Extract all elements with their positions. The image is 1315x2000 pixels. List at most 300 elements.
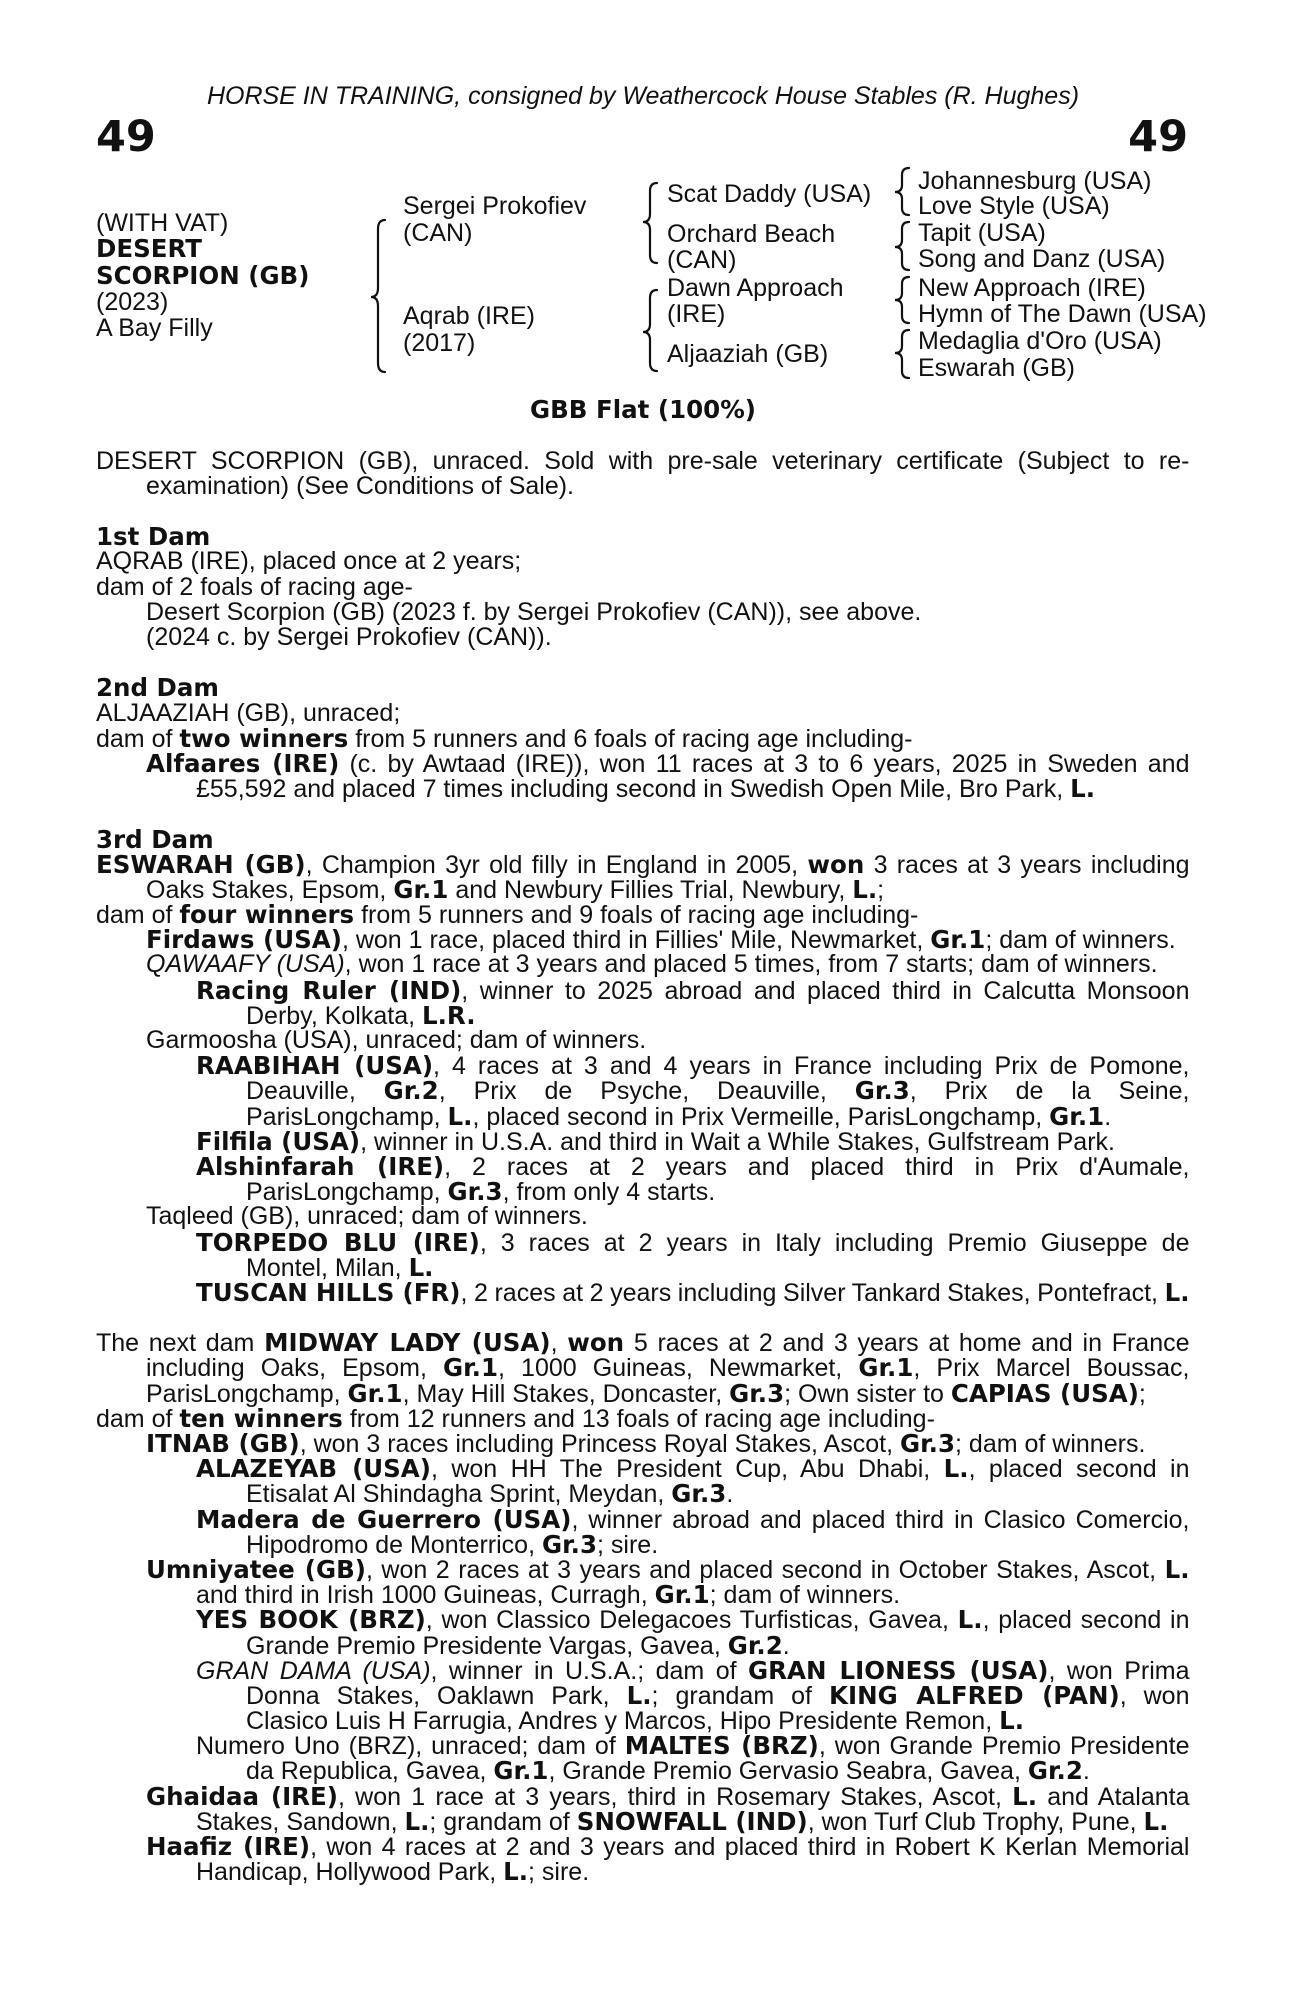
- highlight-text: four winners: [179, 900, 355, 930]
- pedigree-entry: [0, 1554, 1315, 1610]
- section-heading-text: 2nd Dam: [96, 673, 219, 703]
- text-run: ,: [550, 1329, 568, 1358]
- text-run: Desert Scorpion (GB) (2023 f. by Sergei Prokofiev (CAN)), see above.: [146, 597, 922, 626]
- text-run: examination) (See Conditions of Sale).: [146, 471, 575, 500]
- line-content: [196, 776, 1095, 802]
- sire-sire-name: Scat Daddy (USA): [667, 180, 872, 208]
- race-grade: Gr.1: [393, 874, 449, 904]
- pedigree-entry: [0, 1403, 1315, 1433]
- text-line: [0, 1706, 1190, 1736]
- text-run: and third in Irish 1000 Guineas, Curragh,: [196, 1581, 655, 1610]
- text-run: £55,592 and placed 7 times including second in Swedish Open Mile, Bro Park,: [196, 775, 1071, 804]
- text-run: , Champion 3yr old filly in England in 2005,: [305, 850, 808, 879]
- line-content: [246, 1078, 1190, 1104]
- text-line: [0, 1227, 1190, 1257]
- text-line: [0, 1204, 1190, 1229]
- line-content: [196, 1151, 1190, 1181]
- race-grade: Gr.3: [899, 1429, 956, 1459]
- race-grade: Gr.1: [442, 1353, 499, 1383]
- text-line: [0, 1529, 1190, 1559]
- text-run: .: [726, 1480, 734, 1509]
- text-run: Grande Premio Presidente Vargas, Gavea,: [246, 1631, 728, 1660]
- text-line: [0, 874, 1190, 904]
- text-line: [0, 1252, 1190, 1282]
- line-content: [246, 1630, 790, 1660]
- text-line: [0, 1479, 1190, 1509]
- text-line: [0, 549, 1190, 574]
- text-run: dam of: [96, 1404, 180, 1433]
- text-run: Deauville,: [246, 1077, 384, 1106]
- pedigree-section: [0, 499, 1315, 650]
- text-run: , winner abroad and placed third in Clasico Comercio,: [571, 1505, 1190, 1534]
- text-run: Donna Stakes, Oaklawn Park,: [246, 1681, 627, 1710]
- pedigree-entry: [0, 446, 1315, 500]
- horse-name: Racing Ruler (IND): [196, 975, 462, 1005]
- text-run: , Prix Marcel Boussac,: [913, 1354, 1190, 1383]
- pedigree-section: [0, 446, 1315, 500]
- text-run: , won: [1119, 1681, 1190, 1710]
- highlight-text: ten winners: [179, 1403, 343, 1433]
- pedigree-entry: [0, 723, 1315, 753]
- line-content: [96, 446, 1190, 475]
- text-line: [0, 1554, 1190, 1584]
- pedigree-entry: [0, 1504, 1315, 1559]
- text-run: dam of: [96, 724, 180, 753]
- text-line: [0, 849, 1190, 879]
- text-line: [0, 1630, 1190, 1660]
- text-line: [0, 1857, 1190, 1887]
- text-run: AQRAB (IRE), placed once at 2 years;: [96, 547, 522, 576]
- horse-name: TORPEDO BLU (IRE): [196, 1227, 480, 1257]
- pedigree-entry: [0, 1028, 1315, 1053]
- pedigree-entry: [0, 1832, 1315, 1887]
- line-content: [196, 1053, 1190, 1079]
- horse-name: RAABIHAH (USA): [196, 1051, 434, 1081]
- subject-description: A Bay Filly: [96, 314, 213, 342]
- text-run: Stakes, Sandown,: [196, 1807, 405, 1836]
- text-line: [0, 1028, 1190, 1053]
- race-grade: L.: [1070, 774, 1096, 804]
- text-run: Montel, Milan,: [246, 1253, 409, 1282]
- text-run: , won 2 races at 3 years and placed second in October Stakes, Ascot,: [365, 1555, 1165, 1584]
- text-line: [0, 1680, 1190, 1710]
- text-line: [0, 1580, 1190, 1610]
- text-line: [0, 1504, 1190, 1534]
- blank-line: [0, 650, 1190, 675]
- line-content: [196, 1504, 1190, 1534]
- text-run: ParisLongchamp,: [246, 1178, 448, 1207]
- great-grandparent-6: Hymn of The Dawn (USA): [918, 300, 1207, 328]
- text-run: , won 1 race at 3 years, third in Rosemary Stakes, Ascot,: [338, 1782, 1013, 1811]
- text-run: ;: [877, 875, 885, 904]
- race-grade: L.: [626, 1680, 652, 1710]
- text-line: [0, 723, 1190, 753]
- horse-name: Filfila (USA): [196, 1126, 361, 1156]
- text-run: DESERT SCORPION (GB), unraced. Sold with pre-sale veterinary certificate (Subject to re-: [96, 446, 1190, 475]
- race-grade: L.: [503, 1857, 529, 1887]
- text-run: ParisLongchamp,: [146, 1379, 348, 1408]
- text-run: 3 races at 3 years including: [864, 850, 1190, 879]
- race-grade: Gr.1: [347, 1378, 403, 1408]
- line-content: [146, 471, 575, 500]
- race-grade: Gr.1: [930, 925, 986, 955]
- text-run: ;: [1138, 1379, 1146, 1408]
- text-run: .: [1082, 1757, 1090, 1786]
- line-content: [146, 952, 1158, 977]
- horse-name: KING ALFRED (PAN): [829, 1680, 1120, 1710]
- subject-horse: [96, 210, 336, 341]
- pedigree-entry: [0, 1277, 1315, 1307]
- race-grade: Gr.1: [1049, 1101, 1105, 1131]
- section-heading-text: 1st Dam: [96, 522, 211, 552]
- pedigree-entry: [0, 849, 1315, 904]
- text-run: Garmoosha (USA), unraced; dam of winners.: [146, 1026, 647, 1055]
- text-line: [0, 1151, 1190, 1181]
- text-run: , won 3 races including Princess Royal Stakes, Ascot,: [299, 1430, 900, 1459]
- text-run: , placed second in Prix Vermeille, ParisLongchamp,: [472, 1102, 1050, 1131]
- text-run: dam of 2 foals of racing age-: [96, 572, 413, 601]
- text-line: [0, 1177, 1190, 1207]
- brace-icon: [895, 277, 909, 323]
- text-run: Etisalat Al Shindagha Sprint, Meydan,: [246, 1480, 672, 1509]
- pedigree-entry: [0, 1781, 1315, 1836]
- text-run: including Oaks, Epsom,: [146, 1354, 443, 1383]
- pedigree-entry: [0, 698, 1315, 727]
- line-content: [146, 625, 552, 650]
- horse-name: MALTES (BRZ): [624, 1731, 819, 1761]
- text-run: (2024 c. by Sergei Prokofiev (CAN)).: [146, 623, 552, 652]
- text-line: [0, 1051, 1190, 1081]
- text-line: [0, 1806, 1190, 1836]
- text-run: , 2 races at 2 years including Silver Tankard Stakes, Pontefract,: [460, 1278, 1165, 1307]
- horse-name: Alfaares (IRE): [146, 748, 340, 778]
- pedigree-entry: [0, 952, 1315, 977]
- text-run: , winner to 2025 abroad and placed third in Calcutta Monsoon: [461, 976, 1190, 1005]
- horse-name: TUSCAN HILLS (FR): [196, 1277, 461, 1307]
- text-run: Oaks Stakes, Epsom,: [146, 875, 394, 904]
- horse-name: YES BOOK (BRZ): [196, 1605, 426, 1635]
- text-line: [0, 952, 1190, 977]
- horse-name: ITNAB (GB): [146, 1429, 300, 1459]
- horse-name: Ghaidaa (IRE): [146, 1781, 338, 1811]
- brace-icon: [371, 220, 385, 372]
- text-run: , won 1 race at 3 years and placed 5 times, from 7 starts; dam of winners.: [344, 950, 1158, 979]
- text-run: from 5 runners and 9 foals of racing age including-: [354, 901, 919, 930]
- text-line: [0, 1731, 1190, 1761]
- dam: [403, 303, 635, 357]
- pedigree-entry: [0, 748, 1315, 804]
- race-grade: Gr.2: [1027, 1756, 1083, 1786]
- text-run: and Newbury Fillies Trial, Newbury,: [448, 875, 853, 904]
- text-run: , Prix de Psyche, Deauville,: [438, 1077, 855, 1106]
- race-grade: Gr.3: [541, 1529, 598, 1559]
- lot-number-left: 49: [96, 112, 156, 162]
- text-run: , 2 races at 2 years and placed third in Prix d'Aumale,: [444, 1152, 1190, 1181]
- line-content: [246, 1680, 1190, 1710]
- pedigree-section: [0, 801, 1315, 1305]
- race-grade: L.: [852, 874, 878, 904]
- horse-name: ESWARAH (GB): [96, 849, 306, 879]
- line-content: [146, 597, 922, 626]
- text-run: , 3 races at 2 years in Italy including Premio Giuseppe de: [479, 1228, 1190, 1257]
- horse-name: Firdaws (USA): [146, 925, 342, 955]
- brace-icon: [895, 222, 909, 270]
- text-run: Derby, Kolkata,: [246, 1001, 423, 1030]
- great-grandparent-4: Song and Danz (USA): [918, 245, 1166, 273]
- text-line: [0, 774, 1190, 804]
- text-line: [0, 1000, 1190, 1030]
- page-header-title: HORSE IN TRAINING, consigned by Weathercock House Stables (R. Hughes): [206, 82, 1080, 110]
- pedigree-entry: [0, 1429, 1315, 1459]
- brace-icon: [895, 168, 909, 215]
- text-line: [0, 748, 1190, 778]
- text-run: , won 4 races at 2 and 3 years and placed third in Robert K Kerlan Memorial: [310, 1833, 1190, 1862]
- text-run: , placed second in: [982, 1606, 1190, 1635]
- text-run: ; dam of winners.: [709, 1581, 901, 1610]
- text-run: ; grandam of: [651, 1681, 829, 1710]
- pedigree-entry: [0, 1330, 1315, 1406]
- text-run: ParisLongchamp,: [246, 1102, 448, 1131]
- dam-sire-name: Dawn Approach (IRE): [667, 274, 844, 328]
- text-run: , from only 4 starts.: [502, 1178, 716, 1207]
- line-content: [96, 698, 401, 727]
- race-grade: L.: [943, 1454, 969, 1484]
- race-grade: Gr.2: [727, 1630, 783, 1660]
- text-line: [0, 1403, 1190, 1433]
- great-grandparent-5: New Approach (IRE): [918, 274, 1146, 302]
- catalogue-body: [0, 446, 1315, 1887]
- text-run: , won Grande Premio Presidente: [818, 1732, 1190, 1761]
- dam-name: Aqrab (IRE): [403, 302, 535, 330]
- race-grade: L.: [1012, 1781, 1038, 1811]
- line-content: [146, 1028, 646, 1053]
- pedigree-entry: [0, 597, 1315, 626]
- line-content: [246, 1101, 1112, 1131]
- pedigree-entry: [0, 1053, 1315, 1129]
- horse-name: ALAZEYAB (USA): [196, 1454, 431, 1484]
- text-line: [0, 1353, 1190, 1383]
- section-heading: [0, 673, 1190, 703]
- subject-foaled-year: (2023): [96, 287, 169, 316]
- line-content: [196, 1806, 1169, 1836]
- text-run: , placed second in: [968, 1455, 1190, 1484]
- race-grade: Gr.1: [493, 1756, 549, 1786]
- section-heading: [0, 522, 1190, 552]
- text-line: [0, 975, 1190, 1005]
- great-grandparent-8: Eswarah (GB): [918, 354, 1075, 382]
- pedigree-entry: [0, 1151, 1315, 1207]
- pedigree-entry: [0, 1731, 1315, 1786]
- line-content: [96, 849, 1190, 879]
- great-grandparent-1: Johannesburg (USA): [918, 167, 1152, 195]
- text-run: Taqleed (GB), unraced; dam of winners.: [146, 1202, 588, 1231]
- text-run: and Atalanta: [1037, 1782, 1190, 1811]
- pedigree-entry: [0, 925, 1315, 955]
- text-line: [0, 1605, 1190, 1635]
- highlight-text: won: [807, 849, 865, 879]
- rating-label: GBB Flat (100%): [530, 395, 756, 424]
- pedigree-entry: [0, 1227, 1315, 1282]
- race-grade: L.R.: [422, 1000, 476, 1030]
- text-run: , Grande Premio Gervasio Seabra, Gavea,: [548, 1757, 1028, 1786]
- race-grade: Gr.3: [729, 1378, 785, 1408]
- text-line: [0, 698, 1190, 727]
- pedigree-section: [0, 650, 1315, 804]
- text-line: [0, 1277, 1190, 1307]
- race-grade: L.: [957, 1605, 983, 1635]
- horse-name: Haafiz (IRE): [146, 1832, 311, 1862]
- horse-name: Umniyatee (GB): [146, 1554, 366, 1584]
- horse-name: GRAN LIONESS (USA): [748, 1655, 1049, 1685]
- race-grade: Gr.1: [858, 1353, 914, 1383]
- pedigree-entry: [0, 1605, 1315, 1660]
- text-run: , Prix de la Seine,: [909, 1077, 1190, 1106]
- text-run: (c. by Awtaad (IRE)), won 11 races at 3 to 6 years, 2025 in Sweden and: [339, 749, 1190, 778]
- text-run: , won Turf Club Trophy, Pune,: [807, 1807, 1144, 1836]
- text-run: , 1000 Guineas, Newmarket,: [498, 1354, 859, 1383]
- text-line: [0, 1655, 1190, 1685]
- text-line: [0, 900, 1190, 930]
- sire-name: Sergei Prokofiev (CAN): [403, 192, 587, 247]
- text-run: ; grandam of: [429, 1807, 577, 1836]
- line-content: [146, 1834, 1190, 1860]
- text-run: from 12 runners and 13 foals of racing age including-: [342, 1404, 935, 1433]
- line-content: [146, 1204, 588, 1229]
- section-heading: [0, 824, 1190, 854]
- line-content: [96, 549, 521, 574]
- horse-name: CAPIAS (USA): [950, 1378, 1139, 1408]
- pedigree-entry: [0, 900, 1315, 930]
- line-content: [96, 572, 413, 601]
- text-run: Handicap, Hollywood Park,: [196, 1858, 504, 1887]
- text-run: , won 1 race, placed third in Fillies' Mile, Newmarket,: [341, 926, 931, 955]
- subject-horse-name: DESERT SCORPION (GB): [96, 234, 310, 290]
- brace-icon: [895, 330, 909, 378]
- pedigree-entry: [0, 572, 1315, 601]
- text-run: , winner in U.S.A.; dam of: [430, 1656, 749, 1685]
- pedigree-entry: [0, 1655, 1315, 1736]
- horse-name: SNOWFALL (IND): [576, 1806, 808, 1836]
- text-run: ; Own sister to: [784, 1379, 951, 1408]
- text-line: [0, 1076, 1190, 1106]
- text-line: [0, 925, 1190, 955]
- text-run: , May Hill Stakes, Doncaster,: [402, 1379, 730, 1408]
- highlight-text: won: [567, 1328, 625, 1358]
- race-grade: L.: [447, 1101, 473, 1131]
- placed-horse-name: GRAN DAMA (USA): [196, 1656, 431, 1685]
- text-line: [0, 625, 1190, 650]
- text-run: Numero Uno (BRZ), unraced; dam of: [196, 1732, 625, 1761]
- race-grade: Gr.3: [671, 1479, 727, 1509]
- text-line: [0, 1328, 1190, 1358]
- line-content: [196, 1859, 589, 1885]
- line-content: [196, 1607, 1190, 1633]
- text-run: ; dam of winners.: [985, 926, 1176, 955]
- text-line: [0, 1781, 1190, 1811]
- line-content: [196, 1277, 1190, 1307]
- great-grandparent-7: Medaglia d'Oro (USA): [918, 327, 1162, 355]
- text-run: , winner in U.S.A. and third in Wait a While Stakes, Gulfstream Park.: [360, 1127, 1115, 1156]
- text-line: [0, 471, 1190, 500]
- race-grade: L.: [1164, 1277, 1190, 1307]
- brace-icon: [643, 290, 657, 371]
- pedigree-entry: [0, 975, 1315, 1030]
- text-run: , won Classico Delegacoes Turfisticas, Gavea,: [425, 1606, 958, 1635]
- text-line: [0, 1454, 1190, 1484]
- text-run: ALJAAZIAH (GB), unraced;: [96, 698, 401, 727]
- text-line: [0, 572, 1190, 601]
- text-run: da Republica, Gavea,: [246, 1757, 494, 1786]
- race-grade: L.: [404, 1806, 430, 1836]
- text-run: 5 races at 2 and 3 years at home and in France: [624, 1329, 1190, 1358]
- section-heading-text: 3rd Dam: [96, 824, 214, 854]
- pedigree-entry: [0, 549, 1315, 574]
- text-run: , won Prima: [1048, 1656, 1190, 1685]
- dam-foaled-year: (2017): [403, 329, 476, 357]
- blank-line: [0, 801, 1190, 826]
- highlight-text: two winners: [179, 723, 349, 753]
- horse-name: MIDWAY LADY (USA): [264, 1328, 551, 1358]
- lot-number-right: 49: [1128, 112, 1188, 162]
- text-run: The next dam: [96, 1329, 265, 1358]
- pedigree-entry: [0, 1204, 1315, 1229]
- race-grade: L.: [1164, 1554, 1190, 1584]
- race-grade: L.: [1143, 1806, 1169, 1836]
- race-grade: L.: [999, 1706, 1025, 1736]
- race-grade: Gr.2: [383, 1076, 439, 1106]
- text-line: [0, 1101, 1190, 1131]
- text-run: , won HH The President Cup, Abu Dhabi,: [430, 1455, 944, 1484]
- line-content: [196, 975, 1190, 1005]
- pedigree-entry: [0, 1454, 1315, 1509]
- dam-dam-name: Aljaaziah (GB): [667, 340, 829, 368]
- blank-line: [0, 1305, 1190, 1330]
- text-line: [0, 1429, 1190, 1459]
- text-line: [0, 1756, 1190, 1786]
- pedigree-entry: [0, 1126, 1315, 1156]
- race-grade: Gr.3: [854, 1076, 910, 1106]
- pedigree-entry: [0, 625, 1315, 650]
- race-grade: L.: [408, 1252, 434, 1282]
- brace-icon: [643, 183, 657, 263]
- great-grandparent-2: Love Style (USA): [918, 192, 1110, 220]
- blank-line: [0, 499, 1190, 524]
- text-line: [0, 446, 1190, 475]
- text-run: ; sire.: [597, 1530, 659, 1559]
- horse-name: Alshinfarah (IRE): [196, 1151, 445, 1181]
- text-line: [0, 1378, 1190, 1408]
- text-line: [0, 597, 1190, 626]
- line-content: [96, 1330, 1190, 1356]
- text-run: Hipodromo de Monterrico,: [246, 1530, 542, 1559]
- text-run: .: [782, 1631, 790, 1660]
- text-run: dam of: [96, 901, 180, 930]
- great-grandparent-3: Tapit (USA): [918, 219, 1046, 247]
- placed-horse-name: QAWAAFY (USA): [146, 950, 345, 979]
- race-grade: Gr.3: [447, 1177, 503, 1207]
- text-run: ; sire.: [528, 1858, 590, 1887]
- text-run: ; dam of winners.: [955, 1430, 1146, 1459]
- line-content: [246, 1758, 1090, 1784]
- pedigree-section: [0, 1305, 1315, 1887]
- text-run: Clasico Luis H Farrugia, Andres y Marcos, Hipo Presidente Remon,: [246, 1707, 1000, 1736]
- race-grade: Gr.1: [654, 1580, 710, 1610]
- text-line: [0, 1832, 1190, 1862]
- text-run: , 4 races at 3 and 4 years in France including Prix de Pomone,: [433, 1052, 1190, 1081]
- horse-name: Madera de Guerrero (USA): [196, 1504, 572, 1534]
- text-line: [0, 1126, 1190, 1156]
- line-content: [146, 748, 1190, 778]
